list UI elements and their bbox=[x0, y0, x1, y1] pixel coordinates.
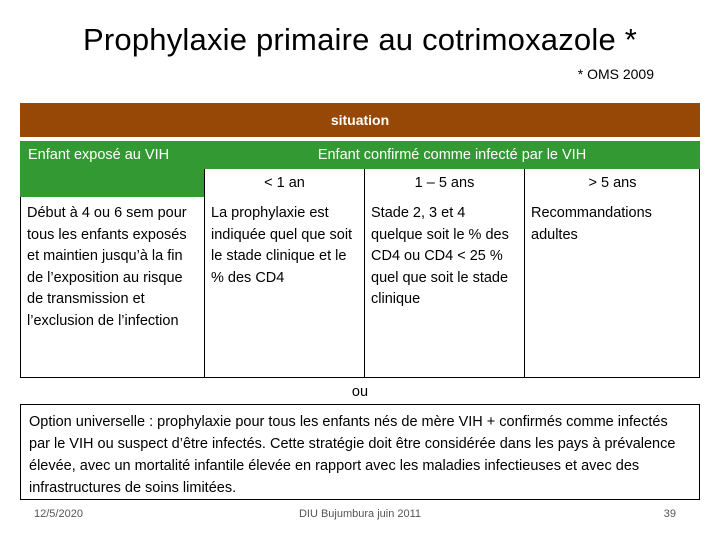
slide-subtitle: * OMS 2009 bbox=[577, 66, 654, 82]
table-divider bbox=[20, 197, 21, 377]
slide-number: 39 bbox=[663, 508, 676, 520]
or-separator: ou bbox=[351, 384, 369, 400]
universal-option-box: Option universelle : prophylaxie pour tous les enfants nés de mère VIH + confirmés comme infectés par le VIH ou suspect d’être infectés. Cette stratégie doit être considérée dans les pays à prévalence élevée, avec un mortalité infantile élevée en rapport avec les maladies infectieuses et avec des infrastructures de soins limitées. bbox=[20, 404, 700, 500]
slide-title: Prophylaxie primaire au cotrimoxazole * bbox=[83, 22, 637, 57]
table-divider bbox=[20, 377, 700, 378]
table-divider bbox=[364, 169, 365, 377]
footer-date: 12/5/2020 bbox=[34, 508, 83, 520]
situation-header: situation bbox=[20, 103, 700, 137]
age-1-5-cell: Stade 2, 3 et 4 quelque soit le % des CD4 ou CD4 < 25 % quel que soit le stade clinique bbox=[371, 205, 509, 307]
footer-center: DIU Bujumbura juin 2011 bbox=[298, 508, 422, 520]
exposed-child-cell: Début à 4 ou 6 sem pour tous les enfants exposés et maintien jusqu’à la fin de l’exposition au risque de transmission et l’exclusion de l’infection bbox=[27, 205, 187, 329]
table-divider bbox=[699, 169, 700, 377]
over-5-cell: Recommandations adultes bbox=[531, 205, 652, 243]
table-divider bbox=[524, 169, 525, 377]
age-over-5-header: > 5 ans bbox=[524, 169, 700, 197]
under-1-cell: La prophylaxie est indiquée quel que soit le stade clinique et le % des CD4 bbox=[211, 205, 353, 286]
confirmed-child-header: Enfant confirmé comme infecté par le VIH bbox=[204, 141, 700, 169]
age-under-1-header: < 1 an bbox=[204, 169, 364, 197]
age-1-5-header: 1 – 5 ans bbox=[364, 169, 524, 197]
table-divider bbox=[204, 169, 205, 377]
exposed-child-header: Enfant exposé au VIH bbox=[20, 141, 204, 197]
